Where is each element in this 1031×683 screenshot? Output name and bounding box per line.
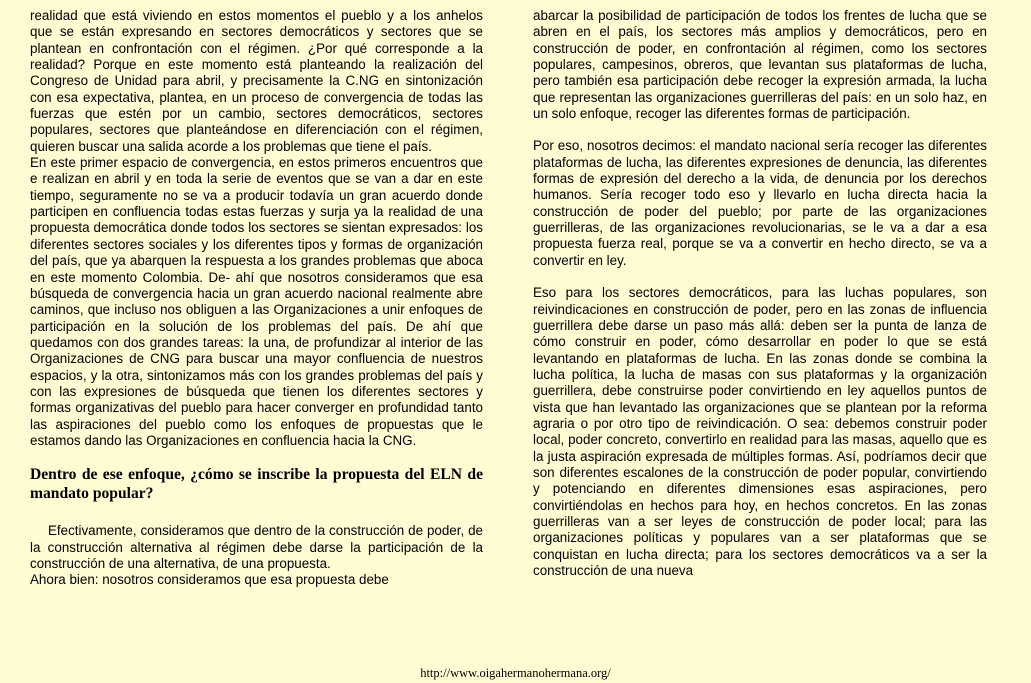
- body-paragraph: Eso para los sectores democráticos, para las luchas populares, son reivindicaciones en construcción de poder, pero en las zonas de influencia guerrillera debe darse un paso más allá: deben ser la punta de lanza de cómo construir en poder, cómo desarrollar en poder lo que se está levantando en plataformas de lucha. En las zonas donde se combina la lucha política, la lucha de masas con sus plataformas y la organización guerrillera, debe construirse poder convirtiendo en ley aquellos puntos de vista que han levantado las organizaciones que se plantean por la reforma agraria o por otro tipo de reivindicación. O sea: debemos construir poder local, poder concreto, convertirlo en realidad para las masas, aquello que es la justa aspiración expresada de múltiples formas. Así, podríamos decir que son diferentes escalones de la construcción de poder popular, convirtiendo y potenciando en diferentes dimensiones esas aspiraciones, pero convirtiéndolas en hechos para hoy, en hechos concretos. En las zonas guerrilleras van a ser leyes de construcción de poder local; para las organizaciones políticas y populares van a ser plataformas que se conquistan en lucha directa; para los sectores democráticos va a ser la construcción de una nueva: [533, 285, 987, 578]
- body-paragraph: En este primer espacio de convergencia, en estos primeros encuentros que e realizan en abril y en toda la serie de eventos que se van a dar en este tiempo, seguramente no se va a producir todavía un gran acuerdo donde participen en confluencia todas estas fuerzas y surja ya la realidad de una propuesta democrática donde todos los sectores se sientan expresados: los diferentes sectores sociales y los diferentes tipos y formas de organización del país, que ya abarquen la respuesta a los grandes problemas que aboca en este momento Colombia. De- ahí que nosotros consideramos que esa búsqueda de convergencia hacia un gran acuerdo nacional realmente abre caminos, que incluso nos obliguen a las Organizaciones a unir enfoques de participación en la solución de los problemas del país. De ahí que quedamos con dos grandes tareas: la una, de profundizar al interior de las Organizaciones de CNG para buscar una mayor confluencia de nuestros espacios, y la otra, sintonizamos más con los grandes problemas del país y con las expresiones de búsqueda que tienen los diferentes sectores y formas organizativas del pueblo para hacer converger en profundidad tanto las aspiraciones del pueblo como los enfoques de propuestas que le estamos dando las Organizaciones en confluencia hacia la CNG.: [30, 155, 483, 448]
- answer-paragraph: Efectivamente, consideramos que dentro de la construcción de poder, de la construcción alternativa al régimen debe darse la participación de la construcción de una alternativa, de una propuesta.: [30, 523, 483, 571]
- interview-question-heading: Dentro de ese enfoque, ¿cómo se inscribe la propuesta del ELN de mandato popular?: [30, 466, 483, 503]
- right-column: [533, 8, 987, 579]
- footer-url-link[interactable]: http://www.oigahermanohermana.org/: [420, 666, 611, 680]
- page-footer: [0, 665, 1031, 681]
- body-paragraph: abarcar la posibilidad de participación de todos los frentes de lucha que se abren en el país, los sectores más amplios y democráticos, pero en construcción de poder, en confrontación al régimen, como los sectores populares, campesinos, obreros, que levantan sus plataformas de lucha, pero también esa participación debe recoger la expresión armada, la lucha que representan las organizaciones guerrilleras del país: en un solo haz, en un solo enfoque, recoger las diferentes formas de participación.: [533, 8, 987, 122]
- body-paragraph: realidad que está viviendo en estos momentos el pueblo y a los anhelos que se están expresando en sectores democráticos y sectores que se plantean en confrontación con el régimen. ¿Por qué corresponde a la realidad? Porque en este momento está planteando la realización del Congreso de Unidad para abril, y precisamente la C.NG en sintonización con esa expectativa, plantea, en un proceso de convergencia de todas las fuerzas que estén por un cambio, sectores democráticos, sectores populares, sectores que planteándose en diferenciación con el régimen, quieren buscar una salida acorde a los problemas que tiene el país.: [30, 8, 483, 154]
- body-paragraph: Por eso, nosotros decimos: el mandato nacional sería recoger las diferentes plataformas de lucha, las diferentes expresiones de denuncia, las diferentes formas de expresión del derecho a la vida, de denuncia por los derechos humanos. Sería recoger todo eso y llevarlo en lucha directa hacia la construcción de poder del pueblo; por parte de las organizaciones guerrilleras, de las organizaciones revolucionarias, se le va a dar a esa propuesta fuerza real, porque se va a convertir en hecho directo, se va a convertir en ley.: [533, 138, 987, 268]
- answer-paragraph: Ahora bien: nosotros consideramos que esa propuesta debe: [30, 572, 389, 588]
- left-column: [30, 8, 483, 589]
